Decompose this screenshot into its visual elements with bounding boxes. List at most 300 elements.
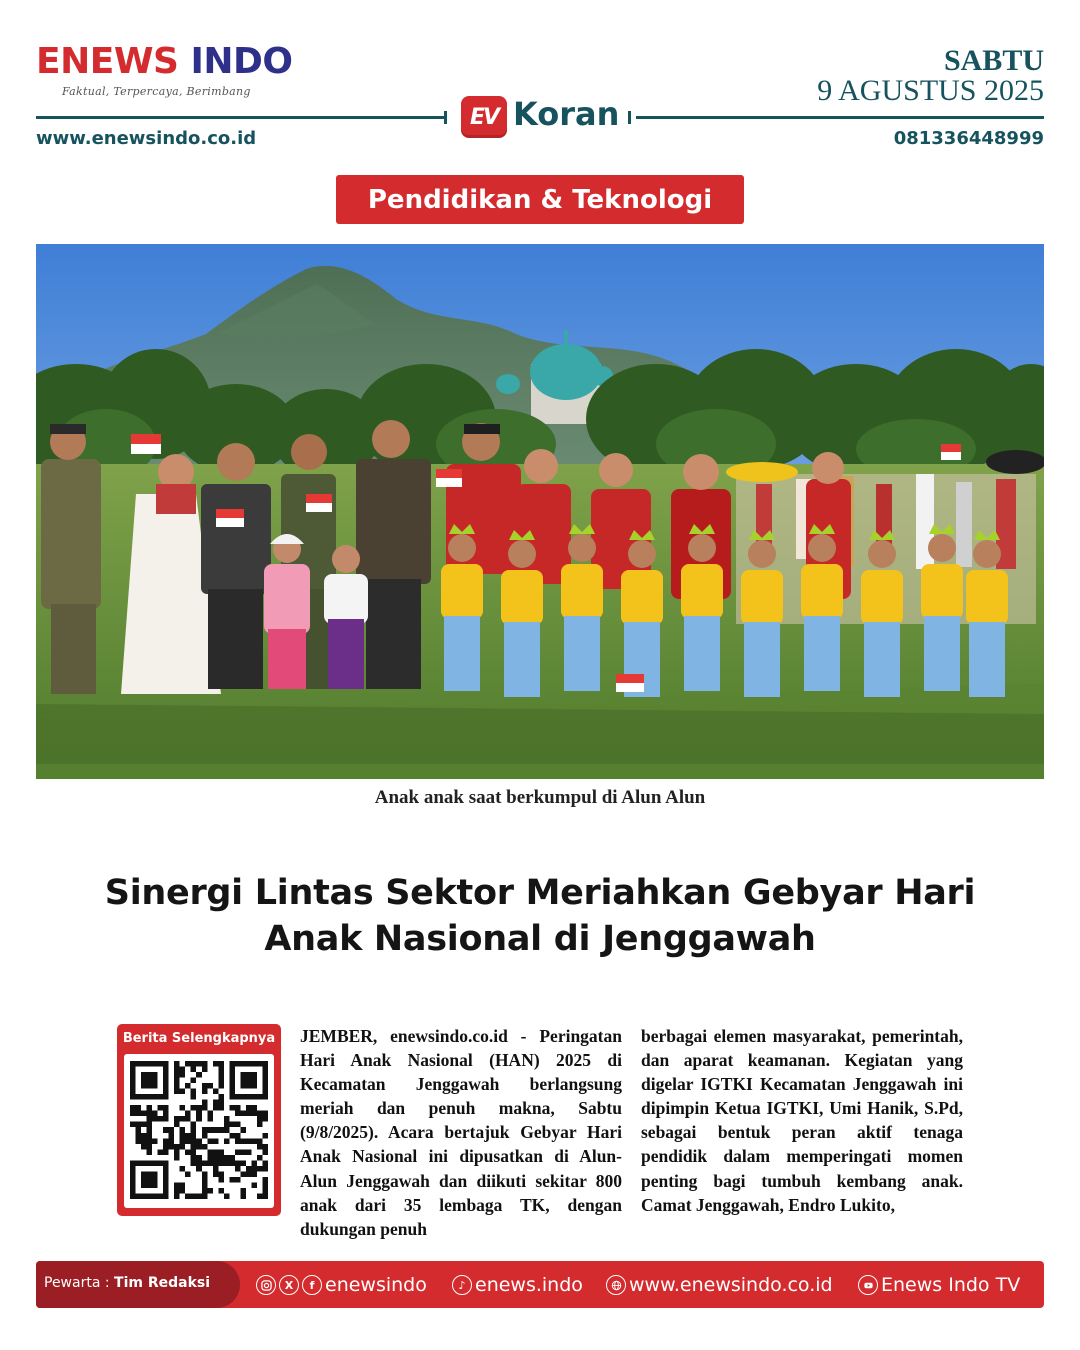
qr-module <box>152 1177 158 1183</box>
qr-module <box>147 1094 153 1100</box>
qr-module <box>185 1171 191 1177</box>
qr-module <box>262 1089 268 1095</box>
footer-social-handle[interactable]: enewsindo <box>325 1274 427 1296</box>
qr-module <box>185 1149 191 1155</box>
qr-module <box>130 1111 136 1117</box>
qr-module <box>240 1078 246 1084</box>
qr-module <box>235 1061 241 1067</box>
qr-module <box>180 1188 186 1194</box>
kid-head <box>448 534 476 562</box>
qr-module <box>218 1078 224 1084</box>
qr-module <box>240 1160 246 1166</box>
kid-pants <box>924 616 960 691</box>
qr-module <box>180 1138 186 1144</box>
qr-module <box>163 1127 169 1133</box>
qr-module <box>163 1160 169 1166</box>
qr-module <box>174 1188 180 1194</box>
qr-module <box>235 1177 241 1183</box>
qr-module <box>191 1133 197 1139</box>
facebook-icon[interactable]: f <box>302 1275 322 1295</box>
headline-line-2: Anak Nasional di Jenggawah <box>264 919 816 959</box>
qr-module <box>136 1138 142 1144</box>
qr-module <box>152 1193 158 1199</box>
qr-module <box>191 1155 197 1161</box>
qr-module <box>191 1138 197 1144</box>
qr-module <box>196 1116 202 1122</box>
qr-module <box>262 1116 268 1122</box>
qr-module <box>196 1138 202 1144</box>
category-badge: Pendidikan & Teknologi <box>336 175 744 224</box>
qr-module <box>180 1133 186 1139</box>
qr-module <box>207 1138 213 1144</box>
qr-module <box>169 1133 175 1139</box>
qr-module <box>147 1144 153 1150</box>
qr-module <box>246 1111 252 1117</box>
qr-module <box>251 1078 257 1084</box>
qr-module <box>262 1083 268 1089</box>
qr-module <box>213 1100 219 1106</box>
qr-module <box>130 1105 136 1111</box>
footer-website[interactable] <box>606 1271 833 1299</box>
qr-module <box>152 1111 158 1117</box>
qr-module <box>262 1094 268 1100</box>
qr-module <box>180 1089 186 1095</box>
qr-module <box>136 1160 142 1166</box>
qr-module <box>213 1127 219 1133</box>
qr-module <box>251 1171 257 1177</box>
kid-shirt <box>441 564 483 619</box>
qr-module <box>136 1105 142 1111</box>
qr-module <box>180 1182 186 1188</box>
qr-module <box>218 1067 224 1073</box>
qr-code-icon[interactable] <box>130 1061 268 1199</box>
qr-module <box>196 1144 202 1150</box>
qr-module <box>196 1166 202 1172</box>
header-website-link[interactable]: www.enewsindo.co.id <box>36 128 257 149</box>
qr-module <box>196 1193 202 1199</box>
qr-module <box>130 1171 136 1177</box>
qr-module <box>218 1100 224 1106</box>
qr-module <box>246 1171 252 1177</box>
qr-module <box>207 1116 213 1122</box>
qr-module <box>163 1094 169 1100</box>
news-photo <box>36 244 1044 779</box>
qr-module <box>213 1160 219 1166</box>
qr-module <box>229 1122 235 1128</box>
qr-module <box>240 1083 246 1089</box>
brand-enews: ENEWS <box>36 41 179 82</box>
qr-module <box>229 1067 235 1073</box>
qr-module <box>251 1111 257 1117</box>
qr-module <box>130 1067 136 1073</box>
qr-module <box>196 1105 202 1111</box>
qr-module <box>262 1188 268 1194</box>
qr-module <box>246 1061 252 1067</box>
qr-module <box>152 1138 158 1144</box>
qr-module <box>141 1072 147 1078</box>
qr-module <box>218 1094 224 1100</box>
qr-module <box>141 1061 147 1067</box>
qr-module <box>130 1061 136 1067</box>
qr-module <box>262 1133 268 1139</box>
kid-pants <box>444 616 480 691</box>
qr-module <box>163 1067 169 1073</box>
qr-module <box>251 1160 257 1166</box>
qr-module <box>158 1094 164 1100</box>
qr-module <box>246 1149 252 1155</box>
qr-module <box>202 1083 208 1089</box>
qr-module <box>202 1100 208 1106</box>
qr-module <box>251 1083 257 1089</box>
qr-module <box>147 1111 153 1117</box>
qr-label: Berita Selengkapnya <box>122 1031 276 1046</box>
qr-module <box>163 1149 169 1155</box>
qr-module <box>262 1160 268 1166</box>
qr-module <box>152 1182 158 1188</box>
qr-module <box>196 1061 202 1067</box>
qr-module <box>158 1160 164 1166</box>
qr-module <box>257 1122 263 1128</box>
qr-module <box>218 1160 224 1166</box>
qr-module <box>136 1061 142 1067</box>
qr-module <box>147 1193 153 1199</box>
qr-module <box>174 1116 180 1122</box>
qr-module <box>251 1072 257 1078</box>
qr-module <box>229 1061 235 1067</box>
kid-pants <box>744 622 780 697</box>
qr-module <box>229 1133 235 1139</box>
qr-module <box>141 1193 147 1199</box>
tiktok-icon[interactable]: ♪ <box>452 1275 472 1295</box>
qr-module <box>147 1133 153 1139</box>
qr-module <box>218 1177 224 1183</box>
kid-shirt <box>921 564 963 619</box>
qr-module <box>163 1138 169 1144</box>
kid-shirt <box>621 570 663 625</box>
ev-logo-icon: EV <box>461 96 507 138</box>
qr-module <box>147 1177 153 1183</box>
headline-line-1: Sinergi Lintas Sektor Meriahkan Gebyar Hari <box>104 873 976 913</box>
qr-module <box>202 1188 208 1194</box>
qr-module <box>158 1149 164 1155</box>
qr-module <box>141 1144 147 1150</box>
qr-module <box>207 1083 213 1089</box>
qr-module <box>152 1160 158 1166</box>
qr-module <box>147 1182 153 1188</box>
qr-module <box>224 1155 230 1161</box>
qr-module <box>251 1182 257 1188</box>
qr-module <box>240 1149 246 1155</box>
qr-module <box>262 1061 268 1067</box>
qr-module <box>196 1160 202 1166</box>
qr-module <box>213 1138 219 1144</box>
qr-module <box>130 1089 136 1095</box>
issue-day: SABTU <box>943 44 1044 77</box>
qr-module <box>169 1144 175 1150</box>
qr-module <box>185 1116 191 1122</box>
qr-module <box>180 1105 186 1111</box>
qr-module <box>130 1094 136 1100</box>
qr-module <box>163 1072 169 1078</box>
footer-youtube-text[interactable]: Enews Indo TV <box>881 1274 1021 1296</box>
qr-module <box>163 1078 169 1084</box>
qr-module <box>136 1127 142 1133</box>
qr-module <box>196 1072 202 1078</box>
qr-module <box>262 1166 268 1172</box>
qr-module <box>136 1094 142 1100</box>
x-icon[interactable]: X <box>279 1275 299 1295</box>
qr-module <box>224 1160 230 1166</box>
qr-module <box>224 1116 230 1122</box>
qr-module <box>235 1160 241 1166</box>
youtube-icon[interactable] <box>858 1275 878 1295</box>
qr-module <box>202 1177 208 1183</box>
qr-module <box>130 1122 136 1128</box>
qr-module <box>235 1111 241 1117</box>
qr-module <box>141 1138 147 1144</box>
article-headline <box>60 870 1020 962</box>
kid-head <box>628 540 656 568</box>
qr-module <box>136 1193 142 1199</box>
qr-module <box>202 1127 208 1133</box>
qr-module <box>185 1111 191 1117</box>
qr-module <box>196 1111 202 1117</box>
kid-shirt <box>561 564 603 619</box>
qr-module <box>191 1160 197 1166</box>
qr-module <box>229 1089 235 1095</box>
qr-module <box>163 1171 169 1177</box>
qr-module <box>169 1138 175 1144</box>
qr-module <box>213 1149 219 1155</box>
qr-module <box>202 1182 208 1188</box>
qr-module <box>141 1133 147 1139</box>
qr-module <box>235 1122 241 1128</box>
qr-module <box>141 1111 147 1117</box>
qr-module <box>218 1171 224 1177</box>
qr-module <box>191 1105 197 1111</box>
qr-module <box>235 1105 241 1111</box>
footer-youtube[interactable] <box>858 1271 1020 1299</box>
instagram-icon[interactable] <box>256 1275 276 1295</box>
qr-module <box>257 1061 263 1067</box>
qr-module <box>235 1133 241 1139</box>
edition-label: Koran <box>513 95 620 133</box>
qr-module <box>130 1078 136 1084</box>
qr-module <box>257 1116 263 1122</box>
qr-module <box>185 1061 191 1067</box>
kid-shirt <box>501 570 543 625</box>
qr-module <box>262 1182 268 1188</box>
qr-module <box>213 1171 219 1177</box>
footer-social[interactable] <box>256 1271 427 1299</box>
qr-module <box>246 1166 252 1172</box>
qr-module <box>240 1193 246 1199</box>
qr-module <box>196 1155 202 1161</box>
qr-module <box>152 1171 158 1177</box>
qr-module <box>240 1061 246 1067</box>
qr-module <box>130 1193 136 1199</box>
qr-module <box>163 1116 169 1122</box>
qr-module <box>174 1149 180 1155</box>
pewarta-text <box>44 1275 210 1291</box>
qr-module <box>163 1083 169 1089</box>
qr-module <box>218 1155 224 1161</box>
qr-module <box>213 1155 219 1161</box>
qr-module <box>202 1193 208 1199</box>
qr-module <box>141 1171 147 1177</box>
qr-module <box>213 1166 219 1172</box>
qr-module <box>185 1193 191 1199</box>
qr-module <box>229 1078 235 1084</box>
qr-module <box>158 1105 164 1111</box>
pewarta-name: Tim Redaksi <box>114 1275 211 1291</box>
qr-module <box>185 1133 191 1139</box>
qr-module <box>218 1127 224 1133</box>
qr-module <box>207 1155 213 1161</box>
qr-module <box>163 1177 169 1183</box>
header-rule-right <box>636 116 1044 119</box>
qr-module <box>130 1083 136 1089</box>
article-column-2: berbagai elemen masyarakat, pemerintah, dan aparat keamanan. Kegiatan yang digelar IGTKI Kecamatan Jenggawah ini dipimpin Ketua IGTKI, Umi Hanik, S.Pd, sebagai bentuk peran aktif tenaga pendidik dalam memperingati momen penting bagi tumbuh kembang anak. Camat Jenggawah, Endro Lukito, <box>641 1026 963 1215</box>
qr-module <box>262 1078 268 1084</box>
qr-module <box>180 1127 186 1133</box>
issue-date: 9 AGUSTUS 2025 <box>817 74 1044 107</box>
qr-module <box>163 1182 169 1188</box>
qr-module <box>174 1193 180 1199</box>
kid-head <box>973 540 1001 568</box>
qr-module <box>191 1061 197 1067</box>
qr-module <box>174 1122 180 1128</box>
article-column-1: JEMBER, enewsindo.co.id - Peringatan Hari Anak Nasional (HAN) 2025 di Kecamatan Jenggawah berlangsung meriah dan penuh makna, Sabtu (9/8/2025). Acara bertajuk Gebyar Hari Anak Nasional ini dipusatkan di Alun-Alun Jenggawah dan diikuti sekitar 800 anak dari 35 lembaga TK, dengan dukungan penuh <box>300 1026 622 1239</box>
qr-module <box>257 1094 263 1100</box>
qr-module <box>147 1072 153 1078</box>
qr-module <box>224 1127 230 1133</box>
qr-module <box>202 1105 208 1111</box>
qr-module <box>224 1122 230 1128</box>
qr-module <box>141 1182 147 1188</box>
qr-module <box>130 1166 136 1172</box>
qr-module <box>191 1144 197 1150</box>
footer-website-text[interactable]: www.enewsindo.co.id <box>629 1274 833 1296</box>
qr-module <box>235 1166 241 1172</box>
kid-head <box>868 540 896 568</box>
qr-module <box>147 1105 153 1111</box>
qr-module <box>191 1094 197 1100</box>
qr-module <box>141 1160 147 1166</box>
qr-module <box>130 1182 136 1188</box>
qr-module <box>246 1083 252 1089</box>
kid-shirt <box>861 570 903 625</box>
kid-head <box>808 534 836 562</box>
qr-module <box>147 1061 153 1067</box>
qr-module <box>169 1127 175 1133</box>
qr-module <box>147 1122 153 1128</box>
qr-module <box>218 1083 224 1089</box>
qr-module <box>235 1094 241 1100</box>
qr-module <box>207 1160 213 1166</box>
qr-module <box>246 1105 252 1111</box>
header-rule-cap-right <box>628 111 631 124</box>
qr-module <box>224 1193 230 1199</box>
qr-module <box>218 1149 224 1155</box>
qr-module <box>262 1144 268 1150</box>
header-rule-left <box>36 116 444 119</box>
qr-module <box>262 1177 268 1183</box>
qr-module <box>191 1078 197 1084</box>
qr-module <box>246 1072 252 1078</box>
qr-module <box>257 1144 263 1150</box>
brand-tagline: Faktual, Terpercaya, Berimbang <box>62 85 251 98</box>
qr-module <box>235 1149 241 1155</box>
qr-module <box>191 1089 197 1095</box>
qr-module <box>207 1188 213 1194</box>
qr-module <box>257 1111 263 1117</box>
brand-logo <box>36 41 293 82</box>
kid-head <box>748 540 776 568</box>
qr-module <box>158 1061 164 1067</box>
qr-module <box>180 1067 186 1073</box>
qr-module <box>158 1193 164 1199</box>
qr-module <box>180 1116 186 1122</box>
qr-module <box>202 1089 208 1095</box>
qr-module <box>158 1116 164 1122</box>
qr-module <box>163 1144 169 1150</box>
qr-module <box>240 1171 246 1177</box>
qr-module <box>202 1061 208 1067</box>
qr-module <box>163 1166 169 1172</box>
qr-module <box>229 1094 235 1100</box>
qr-module <box>147 1149 153 1155</box>
qr-module <box>147 1078 153 1084</box>
qr-module <box>163 1188 169 1194</box>
qr-module <box>218 1105 224 1111</box>
qr-module <box>229 1072 235 1078</box>
qr-module <box>262 1193 268 1199</box>
qr-module <box>207 1149 213 1155</box>
qr-module <box>191 1067 197 1073</box>
qr-module <box>141 1122 147 1128</box>
kid-head <box>508 540 536 568</box>
kid-pants <box>864 622 900 697</box>
qr-module <box>202 1160 208 1166</box>
qr-module <box>207 1127 213 1133</box>
footer-tiktok-handle[interactable]: enews.indo <box>475 1274 583 1296</box>
globe-icon[interactable] <box>606 1275 626 1295</box>
footer-tiktok[interactable] <box>452 1271 583 1299</box>
qr-module <box>240 1127 246 1133</box>
qr-module <box>202 1171 208 1177</box>
qr-module <box>185 1083 191 1089</box>
qr-module <box>185 1138 191 1144</box>
qr-module <box>174 1144 180 1150</box>
qr-module <box>191 1149 197 1155</box>
qr-module <box>152 1061 158 1067</box>
qr-module <box>229 1083 235 1089</box>
qr-module <box>163 1111 169 1117</box>
qr-module <box>136 1122 142 1128</box>
qr-module <box>180 1144 186 1150</box>
qr-module <box>240 1138 246 1144</box>
qr-module <box>257 1166 263 1172</box>
qr-module <box>147 1083 153 1089</box>
qr-module <box>213 1061 219 1067</box>
qr-module <box>163 1193 169 1199</box>
qr-module <box>246 1138 252 1144</box>
qr-module <box>152 1078 158 1084</box>
qr-module <box>229 1155 235 1161</box>
kid-shirt <box>681 564 723 619</box>
kid-pants <box>804 616 840 691</box>
